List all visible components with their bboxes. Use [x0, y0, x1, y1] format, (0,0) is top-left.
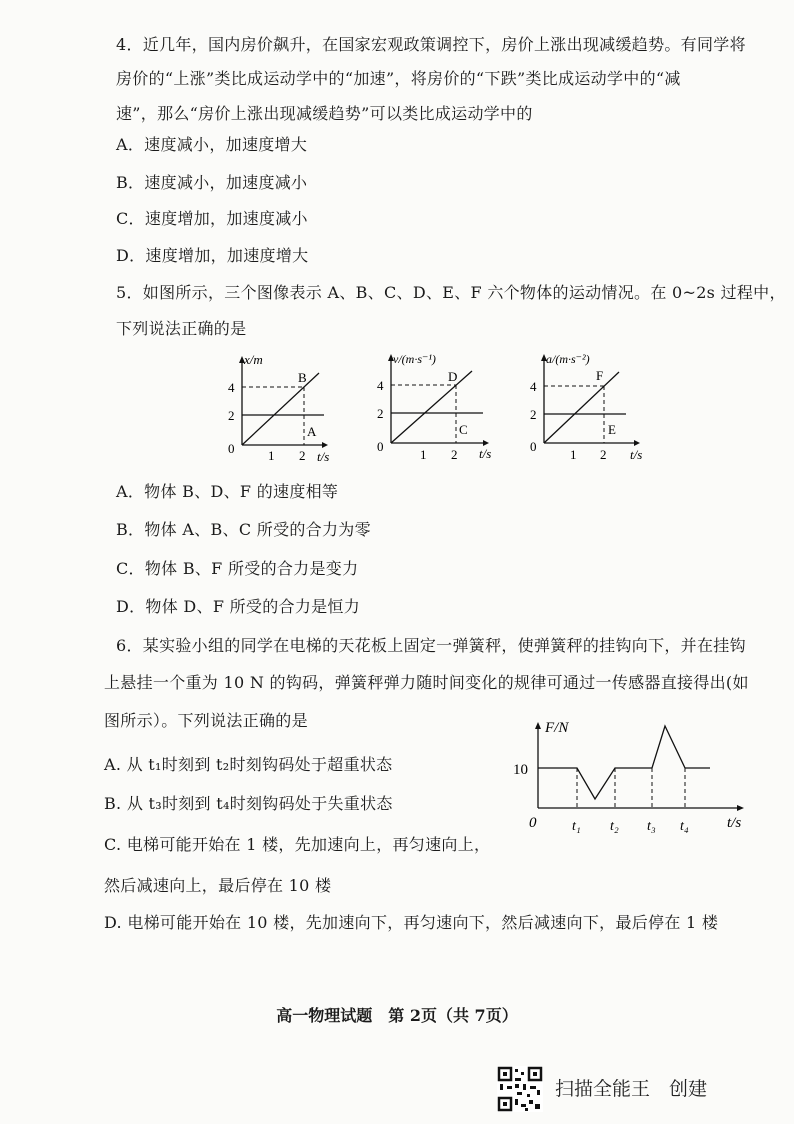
q6-option-c-line2: 然后减速向上，最后停在 10 楼	[104, 876, 332, 895]
page-footer: 高一物理试题 第 2页（共 7页）	[276, 1006, 518, 1025]
tick-x-2: 2	[600, 447, 607, 462]
q5-graph-vt	[371, 350, 496, 465]
q5-stem-line2: 下列说法正确的是	[116, 319, 247, 338]
tick-x-1: 1	[268, 448, 275, 463]
x-label: t/s	[479, 446, 492, 461]
x-label: t/s	[317, 449, 330, 464]
y-label: x/m	[244, 352, 263, 367]
q5-option-d: D．物体 D、F 所受的合力是恒力	[116, 597, 361, 616]
q5-graph-xt	[222, 350, 332, 465]
tick-t3: t₃	[647, 819, 656, 834]
tick-y-4: 4	[228, 380, 235, 395]
tick-y-2: 2	[377, 406, 384, 421]
q4-option-b: B．速度减小，加速度减小	[116, 173, 308, 192]
tick-x-1: 1	[420, 447, 427, 462]
q4-stem-line1: 4．近几年，国内房价飙升，在国家宏观政策调控下，房价上涨出现减缓趋势。有同学将	[116, 35, 746, 54]
tick-t2: t₂	[610, 819, 619, 834]
q4-option-d: D．速度增加，加速度增大	[116, 246, 309, 265]
x-label: t/s	[727, 815, 742, 831]
y-label: v/(m·s⁻¹)	[393, 352, 436, 366]
tick-x-1: 1	[570, 447, 577, 462]
q6-graph-ft	[505, 712, 755, 837]
q5-stem-line1: 5．如图所示，三个图像表示 A、B、C、D、E、F 六个物体的运动情况。在 0~2s 过程中，	[116, 283, 786, 302]
tick-x-2: 2	[299, 448, 306, 463]
tick-x-2: 2	[451, 447, 458, 462]
force-curve	[538, 726, 710, 799]
q6-option-b: B. 从 t₃时刻到 t₄时刻钩码处于失重状态	[104, 794, 393, 813]
x-axis-arrow	[737, 805, 744, 811]
qr-code-icon	[497, 1066, 543, 1112]
tick-y-4: 4	[530, 379, 537, 394]
label-d: D	[448, 369, 458, 384]
origin-label: 0	[377, 439, 384, 454]
q5-graph-at	[524, 350, 649, 465]
q4-stem-line3: 速”，那么“房价上涨出现减缓趋势”可以类比成运动学中的	[116, 104, 533, 123]
y-label: F/N	[545, 720, 569, 736]
q6-stem-line1: 6．某实验小组的同学在电梯的天花板上固定一弹簧秤，使弹簧秤的挂钩向下，并在挂钩	[116, 636, 746, 655]
level-label: 10	[513, 762, 528, 778]
origin-label: 0	[530, 439, 537, 454]
q6-option-a: A. 从 t₁时刻到 t₂时刻钩码处于超重状态	[104, 755, 393, 774]
q5-option-c: C．物体 B、F 所受的合力是变力	[116, 559, 359, 578]
q6-stem-line2: 上悬挂一个重为 10 N 的钩码，弹簧秤弹力随时间变化的规律可通过一传感器直接得出(如	[104, 673, 749, 692]
x-label: t/s	[630, 447, 643, 462]
q4-option-a: A．速度减小，加速度增大	[116, 135, 308, 154]
q6-option-d: D. 电梯可能开始在 10 楼，先加速向下，再匀速向下，然后减速向下，最后停在 1 楼	[104, 913, 719, 932]
q4-stem-line2: 房价的“上涨”类比成运动学中的“加速”，将房价的“下跌”类比成运动学中的“减	[116, 69, 681, 88]
y-axis-arrow	[535, 722, 541, 729]
tick-t4: t₄	[680, 819, 689, 834]
origin-label: 0	[228, 441, 235, 456]
x-axis-arrow	[634, 440, 640, 446]
scanner-watermark: 扫描全能王 创建	[555, 1078, 708, 1100]
origin-label: 0	[529, 815, 537, 831]
y-label: a/(m·s⁻²)	[546, 352, 590, 366]
tick-y-2: 2	[530, 407, 537, 422]
tick-y-2: 2	[228, 408, 235, 423]
label-e: E	[608, 422, 616, 437]
label-b: B	[298, 370, 307, 385]
tick-y-4: 4	[377, 378, 384, 393]
label-c: C	[459, 422, 468, 437]
x-axis-arrow	[322, 442, 328, 448]
q4-option-c: C．速度增加，加速度减小	[116, 209, 308, 228]
q6-option-c-line1: C. 电梯可能开始在 1 楼，先加速向上，再匀速向上，	[104, 835, 491, 854]
q5-option-a: A．物体 B、D、F 的速度相等	[116, 482, 339, 501]
label-f: F	[596, 368, 604, 383]
label-a: A	[307, 424, 317, 439]
q5-option-b: B．物体 A、B、C 所受的合力为零	[116, 520, 371, 539]
q6-stem-line3: 图所示）。下列说法正确的是	[104, 711, 308, 730]
tick-t1: t₁	[572, 819, 581, 834]
